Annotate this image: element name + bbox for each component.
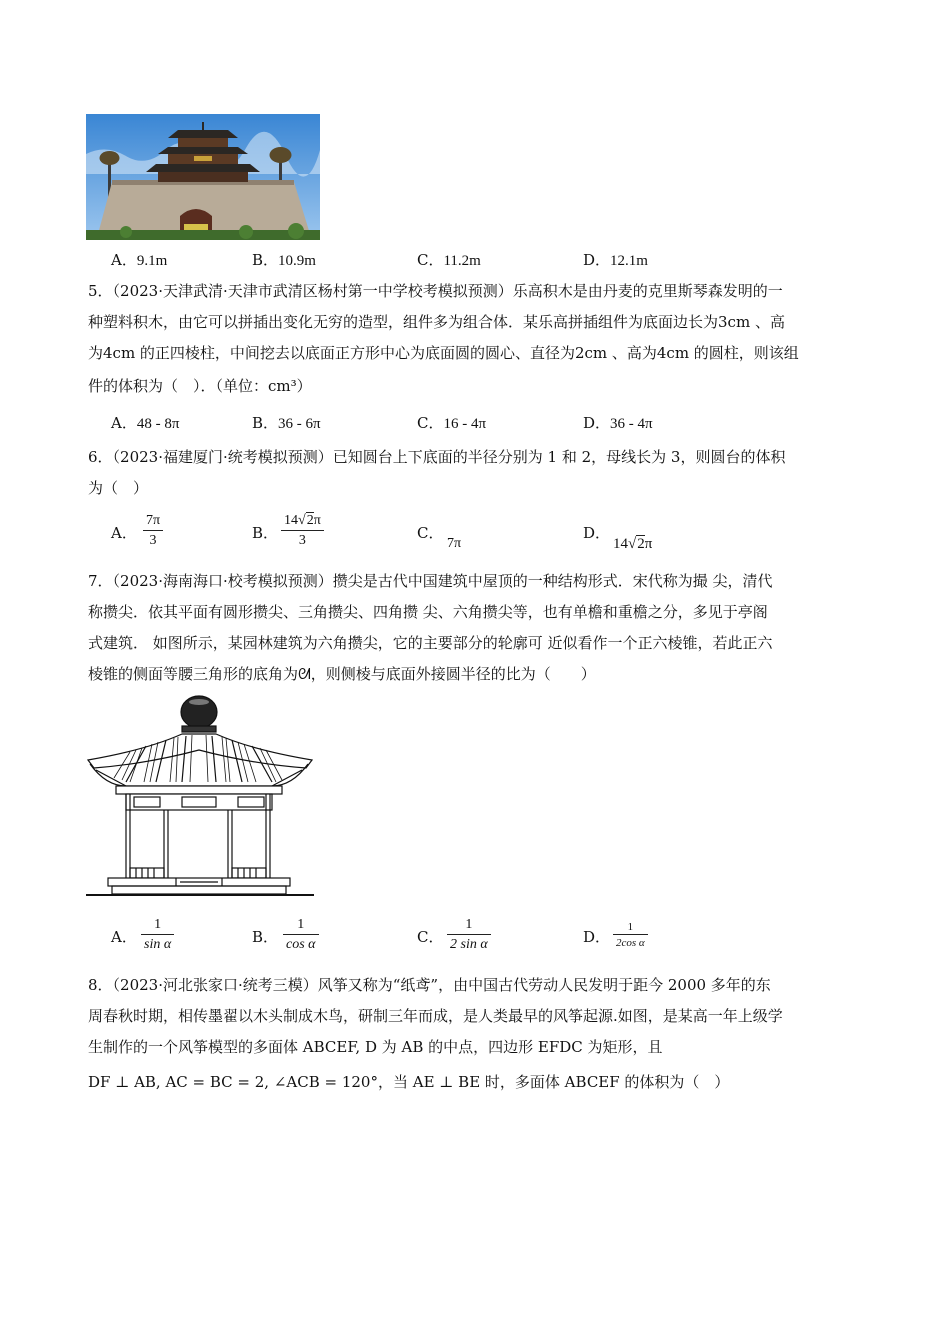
- q5-line-4: 件的体积为（ ）．（单位：cm³）: [88, 377, 312, 395]
- q5-options: [111, 408, 871, 439]
- q7-option-b-fraction: $\frac{1}{\text{cos α}}$: [283, 916, 319, 955]
- tower-photo: [86, 114, 320, 240]
- q4-option-a[interactable]: A．9.1m: [111, 251, 168, 269]
- q7-option-d-fraction: $\frac{1}{\text{2cos α}}$: [613, 920, 648, 951]
- q6-option-a-fraction: $\frac{7\pi}{3}$: [143, 512, 163, 551]
- q4-option-b[interactable]: B．10.9m: [252, 251, 316, 269]
- q6-options: [111, 510, 871, 560]
- q6-option-c[interactable]: C．: [417, 524, 444, 542]
- q5-stem: [88, 276, 864, 403]
- q7-line-3: 式建筑． 如图所示，某园林建筑为六角攒尖，它的主要部分的轮廓可 近似看作一个正六棱锥，若此正六: [88, 634, 773, 652]
- q6-option-c-value: 7π: [447, 536, 462, 551]
- q7-option-c[interactable]: C．: [417, 928, 444, 946]
- q7-option-c-fraction: $\frac{1}{\text{2 sin α}}$: [447, 916, 491, 955]
- q4-options: [111, 245, 871, 276]
- q7-option-a-fraction: $\frac{1}{\text{sin α}}$: [141, 916, 174, 955]
- q8-line-2: 周春秋时期，相传墨翟以木头制成木鸟，研制三年而成，是人类最早的风筝起源.如图，是某高一年上级学: [88, 1007, 783, 1025]
- q7-stem: [88, 566, 864, 690]
- q6-option-b-fraction: $\frac{14√2\pi}{3}$: [281, 512, 324, 551]
- q7-line-2: 称攒尖．依其平面有圆形攒尖、三角攒尖、四角攒 尖、六角攒尖等，也有单檐和重檐之分，多见于亭阁: [88, 603, 768, 621]
- q7-options: [111, 914, 871, 964]
- q7-option-d[interactable]: D．: [583, 928, 611, 946]
- q6-line-1: 6．（2023·福建厦门·统考模拟预测）已知圆台上下底面的半径分别为 1 和 2，母线长为 3，则圆台的体积: [88, 448, 786, 466]
- q8-line-3: 生制作的一个风筝模型的多面体 ABCEF, D 为 AB 的中点，四边形 EFDC 为矩形，且: [88, 1038, 663, 1056]
- q6-option-b[interactable]: B．: [252, 524, 279, 542]
- pavilion-drawing: [86, 690, 314, 898]
- q5-option-a[interactable]: A．48 - 8π: [111, 414, 180, 432]
- q7-line-1: 7．（2023·海南海口·校考模拟预测）攒尖是古代中国建筑中屋顶的一种结构形式．宋代称为撮 尖，清代: [88, 572, 773, 590]
- q7-option-a[interactable]: A．: [111, 928, 137, 946]
- q6-stem: [88, 442, 864, 504]
- q4-option-d[interactable]: D．12.1m: [583, 251, 648, 269]
- q6-option-d-value: 14√2π: [613, 536, 653, 552]
- q8-stem: [88, 970, 864, 1098]
- q5-option-b[interactable]: B．36 - 6π: [252, 414, 321, 432]
- q7-line-4: 棱锥的侧面等腰三角形的底角为ᘛ，则侧棱与底面外接圆半径的比为（ ）: [88, 665, 596, 683]
- q6-option-a[interactable]: A．: [111, 524, 137, 542]
- q5-line-3: 为4cm 的正四棱柱，中间挖去以底面正方形中心为底面圆的圆心、直径为2cm 、高为4cm 的圆柱，则该组: [88, 344, 799, 362]
- q5-line-1: 5．（2023·天津武清·天津市武清区杨村第一中学校考模拟预测）乐高积木是由丹麦的克里斯琴森发明的一: [88, 282, 783, 300]
- q8-line-4: DF ⊥ AB, AC = BC = 2, ∠ACB = 120°，当 AE ⊥ BE 时，多面体 ABCEF 的体积为（ ）: [88, 1073, 730, 1091]
- q8-line-1: 8．（2023·河北张家口·统考三模）风筝又称为“纸鸢”，由中国古代劳动人民发明于距今 2000 多年的东: [88, 976, 771, 994]
- q5-option-c[interactable]: C．16 - 4π: [417, 414, 487, 432]
- q5-line-2: 种塑料积木，由它可以拼插出变化无穷的造型，组件多为组合体．某乐高拼插组件为底面边长为3cm 、高: [88, 313, 785, 331]
- q6-option-d[interactable]: D．: [583, 524, 611, 542]
- q5-option-d[interactable]: D．36 - 4π: [583, 414, 653, 432]
- q6-line-2: 为（ ）: [88, 479, 149, 497]
- q4-option-c[interactable]: C．11.2m: [417, 251, 481, 269]
- q7-option-b[interactable]: B．: [252, 928, 279, 946]
